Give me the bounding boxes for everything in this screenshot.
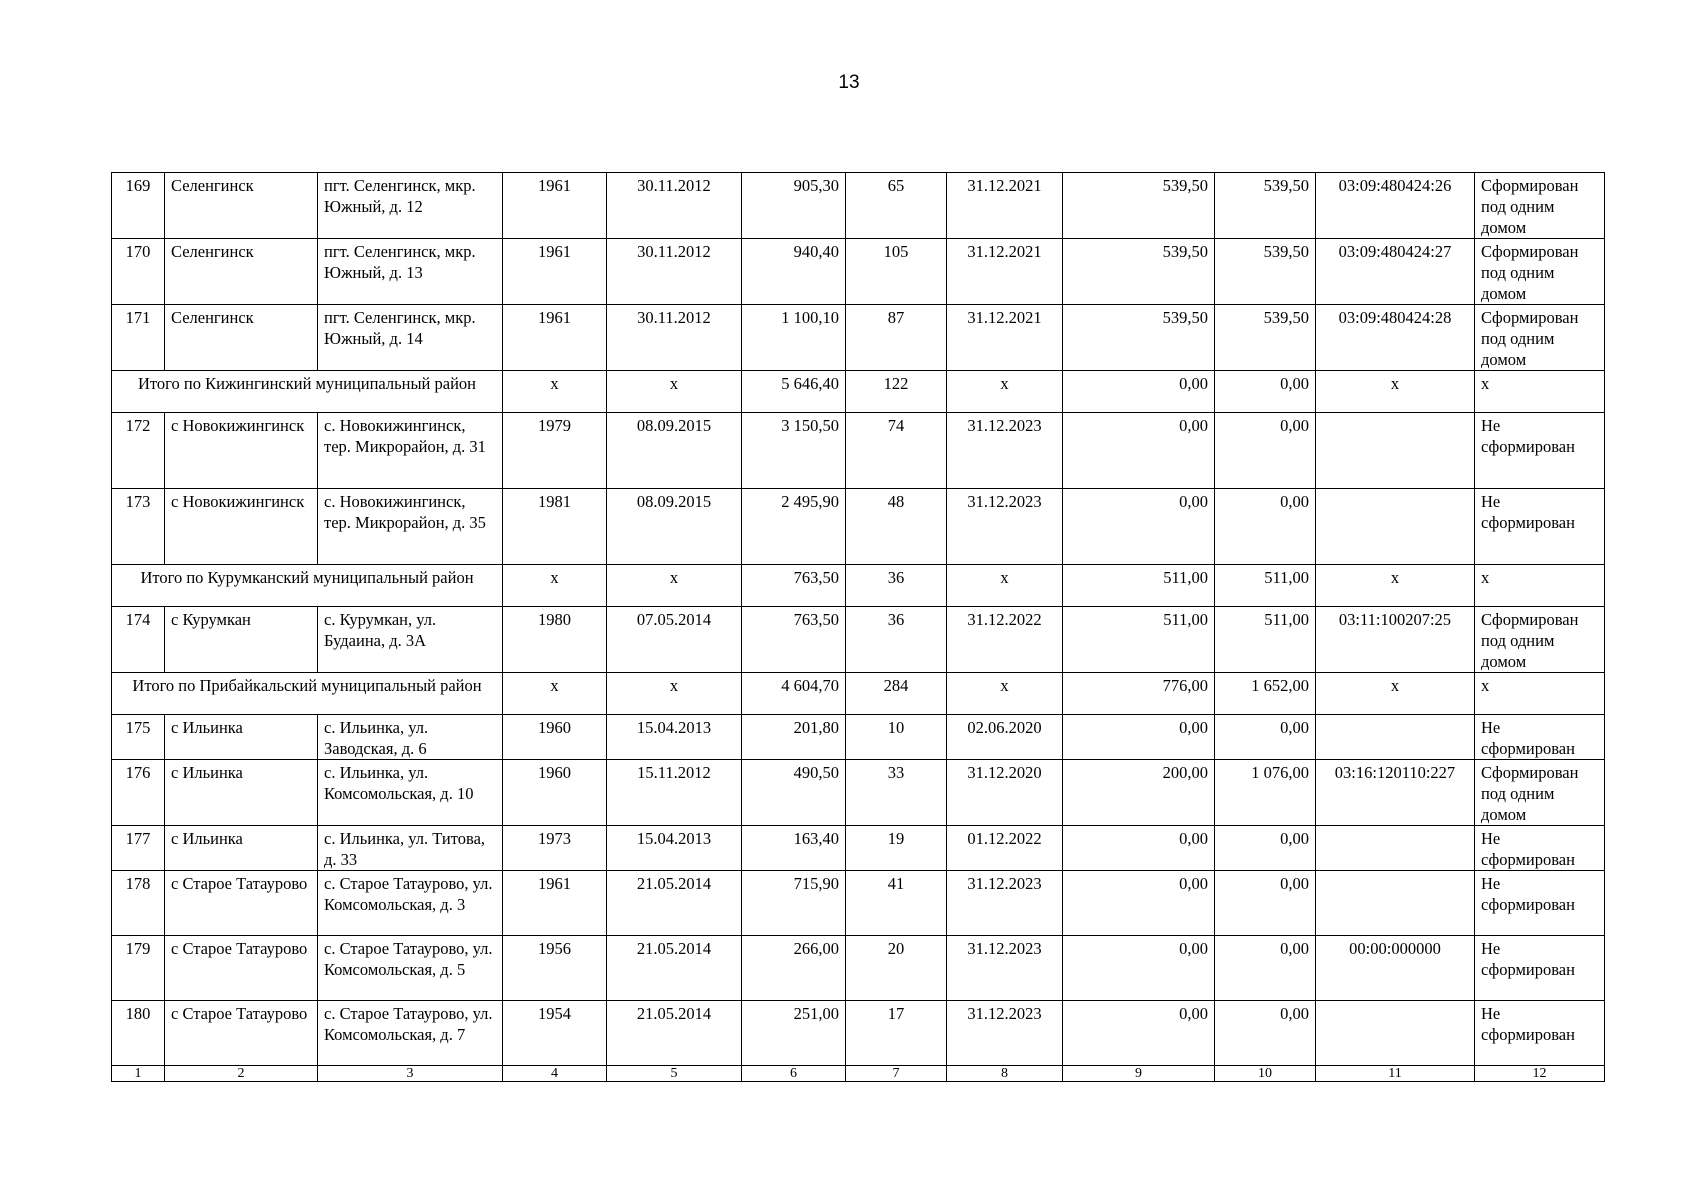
address-cell: с. Ильинка, ул. Титова, д. 33 [318, 826, 503, 871]
area-cell: 905,30 [742, 173, 846, 239]
settlement-cell: Селенгинск [165, 173, 318, 239]
table-row [112, 239, 1605, 305]
area-cell: 1 100,10 [742, 305, 846, 371]
land-area-total-cell: 0,00 [1215, 489, 1316, 565]
emergency-date-cell: 21.05.2014 [607, 1001, 742, 1066]
table-row [112, 489, 1605, 565]
emergency-date-cell: 15.04.2013 [607, 715, 742, 760]
land-area-cell: 539,50 [1063, 173, 1215, 239]
land-area-total-cell: 539,50 [1215, 305, 1316, 371]
resettlement-date-cell: 31.12.2021 [947, 173, 1063, 239]
address-cell: с. Старое Татаурово, ул. Комсомольская, д. 3 [318, 871, 503, 936]
district-total-label: Итого по Прибайкальский муниципальный район [112, 673, 503, 715]
settlement-cell: с Старое Татаурово [165, 936, 318, 1001]
land-area-cell: 0,00 [1063, 371, 1215, 413]
cadastral-number-cell: 03:11:100207:25 [1316, 607, 1475, 673]
row-number-cell: 170 [112, 239, 165, 305]
area-cell: 763,50 [742, 565, 846, 607]
resettlement-date-cell: х [947, 371, 1063, 413]
cadastral-number-cell [1316, 715, 1475, 760]
address-cell: с. Старое Татаурово, ул. Комсомольская, д. 5 [318, 936, 503, 1001]
column-number: 3 [318, 1066, 503, 1082]
land-area-cell: 0,00 [1063, 413, 1215, 489]
year-built-cell: 1960 [503, 715, 607, 760]
address-cell: с. Новокижингинск, тер. Микрорайон, д. 31 [318, 413, 503, 489]
table-row [112, 305, 1605, 371]
resettlement-date-cell: 02.06.2020 [947, 715, 1063, 760]
year-built-cell: 1979 [503, 413, 607, 489]
land-status-cell: Не сформирован [1475, 826, 1605, 871]
land-area-total-cell: 0,00 [1215, 826, 1316, 871]
column-number: 6 [742, 1066, 846, 1082]
residents-cell: 122 [846, 371, 947, 413]
address-cell: пгт. Селенгинск, мкр. Южный, д. 12 [318, 173, 503, 239]
address-cell: с. Старое Татаурово, ул. Комсомольская, д. 7 [318, 1001, 503, 1066]
land-status-cell: х [1475, 565, 1605, 607]
emergency-date-cell: х [607, 371, 742, 413]
land-area-total-cell: 0,00 [1215, 413, 1316, 489]
land-area-total-cell: 1 652,00 [1215, 673, 1316, 715]
land-area-total-cell: 0,00 [1215, 871, 1316, 936]
land-status-cell: Не сформирован [1475, 413, 1605, 489]
row-number-cell: 171 [112, 305, 165, 371]
year-built-cell: х [503, 673, 607, 715]
address-cell: с. Ильинка, ул. Комсомольская, д. 10 [318, 760, 503, 826]
area-cell: 251,00 [742, 1001, 846, 1066]
land-area-total-cell: 0,00 [1215, 936, 1316, 1001]
area-cell: 2 495,90 [742, 489, 846, 565]
area-cell: 163,40 [742, 826, 846, 871]
residents-cell: 19 [846, 826, 947, 871]
area-cell: 4 604,70 [742, 673, 846, 715]
resettlement-date-cell: 31.12.2021 [947, 305, 1063, 371]
emergency-date-cell: 08.09.2015 [607, 489, 742, 565]
column-number: 4 [503, 1066, 607, 1082]
land-area-cell: 0,00 [1063, 936, 1215, 1001]
column-number: 5 [607, 1066, 742, 1082]
emergency-date-cell: 21.05.2014 [607, 936, 742, 1001]
resettlement-date-cell: 01.12.2022 [947, 826, 1063, 871]
emergency-date-cell: 30.11.2012 [607, 305, 742, 371]
emergency-date-cell: 07.05.2014 [607, 607, 742, 673]
emergency-date-cell: х [607, 673, 742, 715]
column-number: 8 [947, 1066, 1063, 1082]
year-built-cell: 1956 [503, 936, 607, 1001]
land-area-total-cell: 0,00 [1215, 371, 1316, 413]
table-row [112, 826, 1605, 871]
residents-cell: 284 [846, 673, 947, 715]
area-cell: 5 646,40 [742, 371, 846, 413]
cadastral-number-cell [1316, 413, 1475, 489]
resettlement-date-cell: 31.12.2023 [947, 936, 1063, 1001]
residents-cell: 17 [846, 1001, 947, 1066]
district-total-label: Итого по Курумканский муниципальный район [112, 565, 503, 607]
row-number-cell: 177 [112, 826, 165, 871]
column-number: 7 [846, 1066, 947, 1082]
settlement-cell: с Новокижингинск [165, 413, 318, 489]
area-cell: 763,50 [742, 607, 846, 673]
page-number: 13 [838, 72, 860, 93]
land-area-cell: 539,50 [1063, 305, 1215, 371]
land-status-cell: Сформирован под одним домом [1475, 239, 1605, 305]
settlement-cell: с Ильинка [165, 715, 318, 760]
cadastral-number-cell: 03:09:480424:28 [1316, 305, 1475, 371]
year-built-cell: 1981 [503, 489, 607, 565]
land-area-total-cell: 0,00 [1215, 1001, 1316, 1066]
land-status-cell: Сформирован под одним домом [1475, 173, 1605, 239]
emergency-date-cell: 15.11.2012 [607, 760, 742, 826]
cadastral-number-cell: х [1316, 673, 1475, 715]
emergency-date-cell: 08.09.2015 [607, 413, 742, 489]
address-cell: с. Курумкан, ул. Будаина, д. 3А [318, 607, 503, 673]
cadastral-number-cell: 03:09:480424:27 [1316, 239, 1475, 305]
land-status-cell: Не сформирован [1475, 715, 1605, 760]
year-built-cell: х [503, 371, 607, 413]
emergency-date-cell: 15.04.2013 [607, 826, 742, 871]
residents-cell: 36 [846, 565, 947, 607]
residents-cell: 36 [846, 607, 947, 673]
resettlement-date-cell: 31.12.2022 [947, 607, 1063, 673]
land-status-cell: Сформирован под одним домом [1475, 760, 1605, 826]
cadastral-number-cell: 00:00:000000 [1316, 936, 1475, 1001]
residents-cell: 74 [846, 413, 947, 489]
district-total-label: Итого по Кижингинский муниципальный район [112, 371, 503, 413]
residents-cell: 33 [846, 760, 947, 826]
settlement-cell: с Старое Татаурово [165, 1001, 318, 1066]
land-area-total-cell: 539,50 [1215, 239, 1316, 305]
resettlement-date-cell: х [947, 673, 1063, 715]
land-status-cell: Сформирован под одним домом [1475, 607, 1605, 673]
land-area-total-cell: 0,00 [1215, 715, 1316, 760]
settlement-cell: с Новокижингинск [165, 489, 318, 565]
column-number: 12 [1475, 1066, 1605, 1082]
year-built-cell: 1973 [503, 826, 607, 871]
column-number: 2 [165, 1066, 318, 1082]
land-area-total-cell: 511,00 [1215, 565, 1316, 607]
land-status-cell: Не сформирован [1475, 936, 1605, 1001]
resettlement-date-cell: 31.12.2020 [947, 760, 1063, 826]
resettlement-date-cell: 31.12.2023 [947, 489, 1063, 565]
settlement-cell: с Старое Татаурово [165, 871, 318, 936]
land-status-cell: Не сформирован [1475, 1001, 1605, 1066]
area-cell: 940,40 [742, 239, 846, 305]
cadastral-number-cell [1316, 871, 1475, 936]
row-number-cell: 178 [112, 871, 165, 936]
land-area-cell: 776,00 [1063, 673, 1215, 715]
land-area-cell: 0,00 [1063, 489, 1215, 565]
table-row [112, 1001, 1605, 1066]
emergency-date-cell: 30.11.2012 [607, 239, 742, 305]
table-row [112, 760, 1605, 826]
table-row [112, 413, 1605, 489]
table-row [112, 936, 1605, 1001]
area-cell: 715,90 [742, 871, 846, 936]
settlement-cell: Селенгинск [165, 305, 318, 371]
district-total-row [112, 371, 1605, 413]
column-number: 10 [1215, 1066, 1316, 1082]
district-total-row [112, 565, 1605, 607]
column-number-row [112, 1066, 1605, 1082]
emergency-date-cell: 21.05.2014 [607, 871, 742, 936]
residents-cell: 48 [846, 489, 947, 565]
housing-registry-table [111, 172, 1605, 1082]
row-number-cell: 179 [112, 936, 165, 1001]
land-status-cell: Не сформирован [1475, 871, 1605, 936]
table-row [112, 715, 1605, 760]
cadastral-number-cell [1316, 489, 1475, 565]
row-number-cell: 172 [112, 413, 165, 489]
land-status-cell: Не сформирован [1475, 489, 1605, 565]
year-built-cell: х [503, 565, 607, 607]
cadastral-number-cell [1316, 1001, 1475, 1066]
land-status-cell: х [1475, 673, 1605, 715]
area-cell: 266,00 [742, 936, 846, 1001]
address-cell: с. Новокижингинск, тер. Микрорайон, д. 35 [318, 489, 503, 565]
residents-cell: 10 [846, 715, 947, 760]
cadastral-number-cell: х [1316, 565, 1475, 607]
cadastral-number-cell: 03:09:480424:26 [1316, 173, 1475, 239]
settlement-cell: с Курумкан [165, 607, 318, 673]
residents-cell: 87 [846, 305, 947, 371]
land-area-cell: 511,00 [1063, 607, 1215, 673]
year-built-cell: 1961 [503, 871, 607, 936]
land-area-cell: 0,00 [1063, 1001, 1215, 1066]
land-area-cell: 511,00 [1063, 565, 1215, 607]
district-total-row [112, 673, 1605, 715]
address-cell: пгт. Селенгинск, мкр. Южный, д. 13 [318, 239, 503, 305]
land-area-cell: 200,00 [1063, 760, 1215, 826]
row-number-cell: 173 [112, 489, 165, 565]
row-number-cell: 176 [112, 760, 165, 826]
year-built-cell: 1954 [503, 1001, 607, 1066]
emergency-date-cell: 30.11.2012 [607, 173, 742, 239]
settlement-cell: с Ильинка [165, 826, 318, 871]
settlement-cell: Селенгинск [165, 239, 318, 305]
year-built-cell: 1961 [503, 239, 607, 305]
year-built-cell: 1961 [503, 305, 607, 371]
residents-cell: 65 [846, 173, 947, 239]
year-built-cell: 1961 [503, 173, 607, 239]
resettlement-date-cell: 31.12.2021 [947, 239, 1063, 305]
land-area-total-cell: 1 076,00 [1215, 760, 1316, 826]
table-row [112, 173, 1605, 239]
residents-cell: 105 [846, 239, 947, 305]
row-number-cell: 175 [112, 715, 165, 760]
settlement-cell: с Ильинка [165, 760, 318, 826]
address-cell: пгт. Селенгинск, мкр. Южный, д. 14 [318, 305, 503, 371]
column-number: 1 [112, 1066, 165, 1082]
year-built-cell: 1960 [503, 760, 607, 826]
table-row [112, 871, 1605, 936]
cadastral-number-cell [1316, 826, 1475, 871]
row-number-cell: 174 [112, 607, 165, 673]
land-area-total-cell: 539,50 [1215, 173, 1316, 239]
land-area-total-cell: 511,00 [1215, 607, 1316, 673]
land-area-cell: 539,50 [1063, 239, 1215, 305]
land-area-cell: 0,00 [1063, 826, 1215, 871]
resettlement-date-cell: 31.12.2023 [947, 871, 1063, 936]
residents-cell: 20 [846, 936, 947, 1001]
address-cell: с. Ильинка, ул. Заводская, д. 6 [318, 715, 503, 760]
area-cell: 201,80 [742, 715, 846, 760]
land-area-cell: 0,00 [1063, 871, 1215, 936]
cadastral-number-cell: 03:16:120110:227 [1316, 760, 1475, 826]
column-number: 11 [1316, 1066, 1475, 1082]
column-number: 9 [1063, 1066, 1215, 1082]
land-status-cell: Сформирован под одним домом [1475, 305, 1605, 371]
resettlement-date-cell: х [947, 565, 1063, 607]
emergency-date-cell: х [607, 565, 742, 607]
resettlement-date-cell: 31.12.2023 [947, 413, 1063, 489]
year-built-cell: 1980 [503, 607, 607, 673]
cadastral-number-cell: х [1316, 371, 1475, 413]
residents-cell: 41 [846, 871, 947, 936]
row-number-cell: 169 [112, 173, 165, 239]
resettlement-date-cell: 31.12.2023 [947, 1001, 1063, 1066]
area-cell: 490,50 [742, 760, 846, 826]
area-cell: 3 150,50 [742, 413, 846, 489]
row-number-cell: 180 [112, 1001, 165, 1066]
land-status-cell: х [1475, 371, 1605, 413]
land-area-cell: 0,00 [1063, 715, 1215, 760]
table-row [112, 607, 1605, 673]
